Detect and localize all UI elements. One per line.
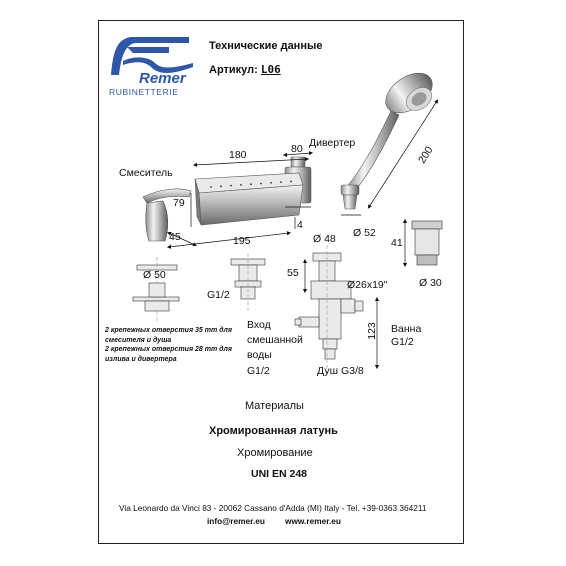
dim-80: 80: [291, 143, 303, 155]
dim-180: 180: [229, 149, 247, 161]
dim-26: Ø26x19": [347, 279, 388, 291]
brand-subtitle: RUBINETTERIE: [109, 87, 179, 97]
label-bath-thread: G1/2: [391, 336, 414, 348]
label-inlet-2: смешанной: [247, 334, 303, 346]
materials-heading: Материалы: [245, 400, 304, 412]
note-line: излива и дивертера: [105, 355, 177, 363]
mounting-notes: [105, 326, 232, 364]
logo-wordmark: Remer: [139, 70, 186, 87]
article-code: L06: [260, 63, 281, 76]
dim-48: Ø 48: [313, 233, 336, 245]
label-shower: [317, 365, 364, 377]
label-inlet-thread: G1/2: [247, 365, 270, 377]
standard-value: UNI EN 248: [251, 468, 308, 480]
note-line: 2 крепежных отверстия 35 mm для: [105, 327, 232, 334]
dim-123: 123: [365, 322, 378, 340]
mixer-base-drawing: [133, 257, 179, 321]
spec-sheet: [98, 20, 464, 544]
label-inlet-1: Вход: [247, 319, 271, 331]
label-shower-thread: G3/8: [340, 365, 364, 377]
dim-30: Ø 30: [419, 277, 442, 289]
spout-drawing: [195, 173, 303, 225]
dim-52: Ø 52: [353, 227, 376, 239]
page-title: Технические данные: [209, 40, 323, 52]
label-inlet-3: воды: [247, 349, 272, 361]
label-mixer: Смеситель: [119, 167, 173, 179]
note-line: смесителя и душа: [105, 336, 172, 344]
dim-45: 45: [169, 231, 181, 243]
hose-connector-drawing: [405, 221, 442, 265]
diverter-body-drawing: [295, 245, 377, 373]
dim-4: 4: [297, 219, 303, 231]
label-thread-left: G1/2: [207, 289, 230, 301]
footer-email[interactable]: info@remer.eu: [207, 516, 265, 526]
dim-195: 195: [233, 235, 251, 247]
spout-base-drawing: [231, 253, 265, 311]
dim-79: 79: [173, 197, 185, 209]
finish-value: Хромирование: [237, 447, 313, 459]
footer-website[interactable]: www.remer.eu: [285, 516, 341, 526]
footer-address: Via Leonardo da Vinci 83 - 20062 Cassano d'Adda (MI) Italy - Tel. +39-0363 364211: [119, 503, 427, 513]
dim-200: 200: [416, 144, 436, 166]
dim-55: 55: [287, 267, 299, 279]
label-diverter: Дивертер: [309, 137, 356, 149]
technical-drawing: [99, 21, 465, 545]
dim-41: 41: [391, 237, 403, 249]
dim-50: Ø 50: [143, 269, 166, 281]
note-line: 2 крепежных отверстия 28 mm для: [105, 346, 232, 353]
label-shower-text: Душ: [317, 365, 339, 377]
label-bath: Ванна: [391, 323, 422, 335]
material-value: Хромированная латунь: [209, 425, 338, 437]
hand-shower-drawing: [341, 65, 439, 209]
article-label: Артикул:: [209, 64, 258, 76]
